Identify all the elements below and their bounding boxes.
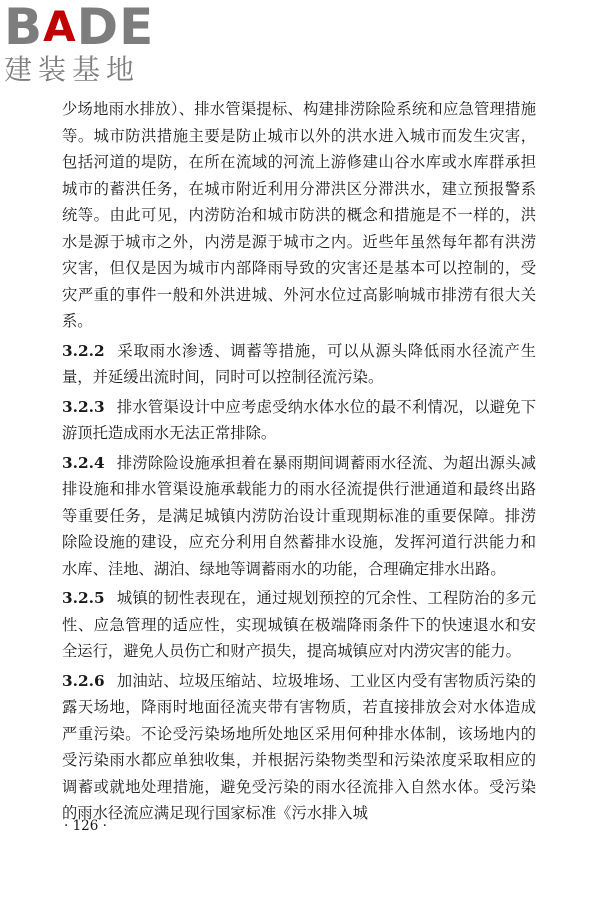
logo-letter-a: A	[43, 2, 77, 51]
logo-letters-de: DE	[76, 0, 155, 56]
clause-3-2-3	[62, 394, 536, 447]
clause-3-2-4	[62, 450, 536, 583]
page-number: · 126 ·	[64, 818, 107, 834]
clause-text: 城镇的韧性表现在，通过规划预控的冗余性、工程防治的多元性、应急管理的适应性，实现城镇在极端降雨条件下的快速退水和安全运行，避免人员伤亡和财产损失，提高城镇应对内涝灾害的能力。	[62, 589, 536, 660]
clause-text: 排水管渠设计中应考虑受纳水体水位的最不利情况，以避免下游顶托造成雨水无法正常排除。	[62, 397, 536, 442]
clause-number: 3.2.2	[62, 341, 105, 360]
logo-letter-b: B	[4, 0, 44, 56]
clause-3-2-5	[62, 585, 536, 665]
logo-wordmark	[4, 0, 179, 56]
clause-text: 排涝除险设施承担着在暴雨期间调蓄雨水径流、为超出源头减排设施和排水管渠设施承载能力的雨水径流提供行泄通道和最终出路等重要任务，是满足城镇内涝防治设计重现期标准的重要保障。排涝除险设施的建设，应充分利用自然蓄排水设施，发挥河道行洪能力和水库、洼地、湖泊、绿地等调蓄雨水的功能，合理确定排水出路。	[62, 453, 536, 578]
paragraph-continuation	[62, 96, 536, 335]
clause-number: 3.2.6	[62, 671, 105, 690]
paragraph-text: 少场地雨水排放）、排水管渠提标、构建排涝除险系统和应急管理措施等。城市防洪措施主要是防止城市以外的洪水进入城市而发生灾害，包括河道的堤防，在所在流域的河流上游修建山谷水库或水库群承担城市的蓄洪任务，在城市附近利用分滞洪区分滞洪水，建立预报警系统等。由此可见，内涝防治和城市防洪的概念和措施是不一样的，洪水是源于城市之外，内涝是源于城市之内。近些年虽然每年都有洪涝灾害，但仅是因为城市内部降雨导致的灾害还是基本可以控制的，受灾严重的事件一般和外洪进城、外河水位过高影响城市排涝有很大关系。	[62, 100, 536, 330]
clause-3-2-2	[62, 338, 536, 391]
clause-number: 3.2.5	[62, 589, 105, 607]
clause-3-2-6	[62, 668, 536, 827]
bade-logo	[4, 2, 179, 92]
clause-number: 3.2.3	[62, 397, 105, 416]
clause-number: 3.2.4	[62, 453, 105, 472]
document-body	[62, 96, 536, 827]
clause-text: 加油站、垃圾压缩站、垃圾堆场、工业区内受有害物质污染的露天场地，降雨时地面径流夹带有害物质，若直接排放会对水体造成严重污染。不论受污染场地所处地区采用何种排水体制，该场地内的受污染雨水都应单独收集，并根据污染物类型和污染浓度采取相应的调蓄或就地处理措施，避免受污染的雨水径流排入自然水体。受污染的雨水径流应满足现行国家标准《污水排入城	[62, 671, 536, 822]
clause-text: 采取雨水渗透、调蓄等措施，可以从源头降低雨水径流产生量，并延缓出流时间，同时可以控制径流污染。	[62, 341, 536, 386]
logo-chinese-name: 建装基地	[4, 53, 141, 86]
